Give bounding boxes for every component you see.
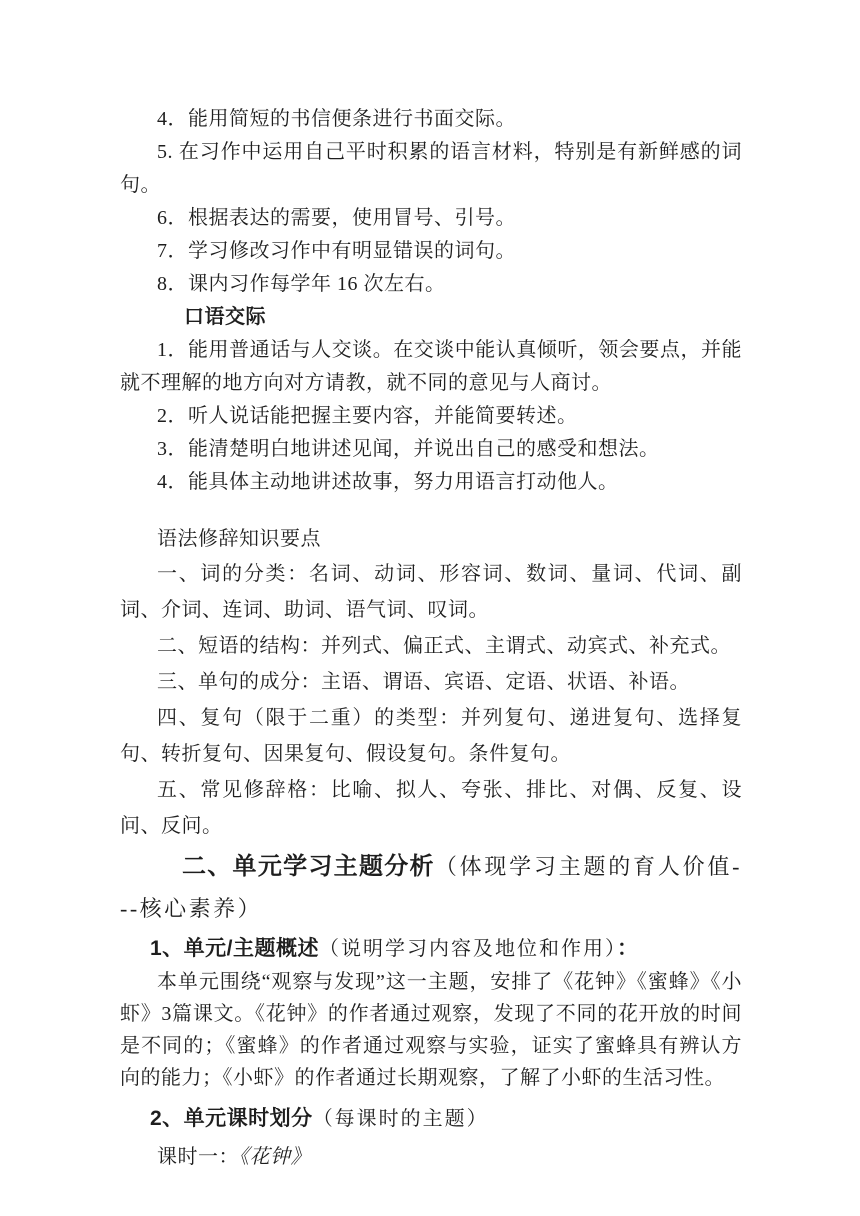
grammar-item-5: 五、常见修辞格：比喻、拟人、夸张、排比、对偶、反复、设问、反问。 — [120, 779, 742, 837]
grammar-item-1: 一、词的分类：名词、动词、形容词、数词、量词、代词、副词、介词、连词、助词、语气词、叹词。 — [120, 563, 742, 621]
unit-overview-subheading-title: 1、单元/主题概述 — [150, 937, 320, 960]
oral-item-3: 3．能清楚明白地讲述见闻，并说出自己的感受和想法。 — [157, 438, 660, 460]
writing-item-5: 5. 在习作中运用自己平时积累的语言材料，特别是有新鲜感的词句。 — [120, 141, 742, 196]
unit-overview-subheading-colon: ： — [617, 937, 639, 960]
oral-item-1: 1．能用普通话与人交谈。在交谈中能认真倾听，领会要点，并能就不理解的地方向对方请教，就不同的意见与人商讨。 — [120, 339, 742, 394]
lesson-1-label: 课时一： — [157, 1146, 239, 1168]
unit-theme-analysis-heading-note: （体现学习主题的育人价值---核心素养） — [120, 854, 743, 921]
grammar-rhetoric-heading: 语法修辞知识要点 — [157, 528, 321, 550]
unit-overview-subheading-note: （说明学习内容及地位和作用） — [319, 938, 618, 960]
grammar-item-4: 四、复句（限于二重）的类型：并列复句、递进复句、选择复句、转折复句、因果复句、假设复句。条件复句。 — [120, 707, 742, 765]
oral-item-4: 4．能具体主动地讲述故事，努力用语言打动他人。 — [157, 471, 619, 493]
unit-lesson-division-subheading — [120, 1102, 742, 1136]
unit-overview-paragraph: 本单元围绕“观察与发现”这一主题，安排了《花钟》《蜜蜂》《小虾》3篇课文。《花钟》的作者通过观察，发现了不同的花开放的时间是不同的；《蜜蜂》的作者通过观察与实验，证实了蜜蜂具有辨认方向的能力；《小虾》的作者通过长期观察，了解了小虾的生活习性。 — [120, 971, 742, 1089]
oral-item-2: 2．听人说话能把握主要内容，并能简要转述。 — [157, 405, 578, 427]
oral-communication-heading: 口语交际 — [184, 306, 266, 328]
grammar-item-3: 三、单句的成分：主语、谓语、宾语、定语、状语、补语。 — [157, 671, 690, 693]
writing-item-7: 7．学习修改习作中有明显错误的词句。 — [157, 240, 516, 262]
grammar-item-2: 二、短语的结构：并列式、偏正式、主谓式、动宾式、补充式。 — [157, 635, 731, 657]
writing-item-6: 6．根据表达的需要，使用冒号、引号。 — [157, 207, 516, 229]
unit-theme-analysis-heading — [120, 846, 742, 930]
writing-item-4: 4．能用简短的书信便条进行书面交际。 — [157, 108, 516, 130]
writing-item-8: 8．课内习作每学年 16 次左右。 — [157, 273, 446, 295]
unit-lesson-division-subheading-note: （每课时的主题） — [312, 1108, 489, 1130]
lesson-1-line — [120, 1140, 742, 1174]
unit-lesson-division-subheading-title: 2、单元课时划分 — [150, 1107, 313, 1130]
lesson-1-title: 《花钟》 — [239, 1146, 311, 1168]
unit-theme-analysis-heading-title: 二、单元学习主题分析 — [182, 853, 435, 880]
unit-overview-subheading — [120, 932, 742, 966]
